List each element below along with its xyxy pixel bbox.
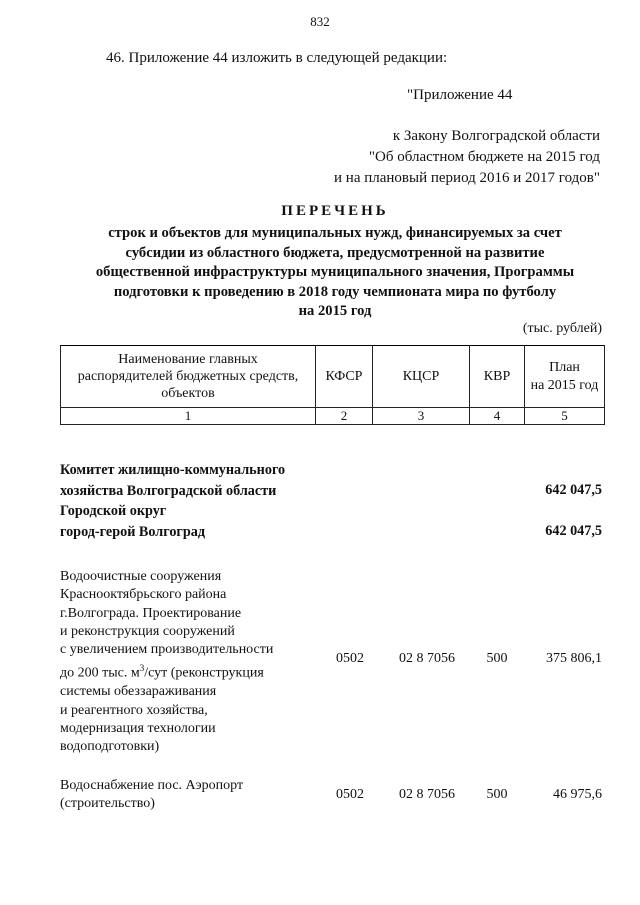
law-reference-line: "Об областном бюджете на 2015 год	[368, 149, 600, 165]
committee-row	[60, 460, 605, 501]
header-name	[61, 346, 316, 408]
title-line: на 2015 год	[298, 303, 372, 319]
item-name-line: г.Волгограда. Проектирование	[60, 605, 242, 621]
title-line: подготовки к проведению в 2018 году чемпионата мира по футболу	[113, 283, 557, 300]
item-name-line: системы обеззараживания	[60, 684, 217, 700]
header-plan	[525, 346, 605, 408]
committee-name-line: Комитет жилищно-коммунального	[60, 462, 286, 478]
district-name	[60, 501, 308, 542]
law-reference	[300, 126, 600, 189]
item-name-line	[60, 659, 308, 683]
header-kcsr: КЦСР	[373, 346, 470, 408]
law-reference-line: и на плановый период 2016 и 2017 годов"	[334, 170, 600, 186]
item-kvr: 500	[486, 787, 508, 802]
column-number: 4	[470, 408, 525, 425]
item-plan: 46 975,6	[553, 787, 602, 802]
table-row	[60, 568, 605, 777]
district-name-line: Городской округ	[60, 503, 167, 519]
unit-superscript: 3	[139, 663, 145, 674]
district-name-line: город-герой Волгоград	[60, 523, 206, 540]
unit-prefix: до 200 тыс. м	[60, 666, 140, 682]
item-kvr: 500	[486, 651, 508, 666]
page-number: 832	[310, 14, 330, 29]
title-line: субсидии из областного бюджета, предусмотренной на развитие	[125, 244, 545, 261]
header-plan-line: План	[549, 359, 580, 375]
item-plan: 375 806,1	[546, 651, 602, 666]
header-name-line: распорядителей бюджетных средств,	[77, 369, 299, 384]
item-name-line: и реконструкция сооружений	[60, 623, 235, 639]
item-name	[60, 568, 308, 757]
item-kfsr: 0502	[336, 787, 364, 802]
column-number-row	[61, 408, 605, 425]
item-name	[60, 777, 308, 814]
header-name-line: Наименование главных	[118, 352, 258, 367]
item-name-line: и реагентного хозяйства,	[60, 702, 208, 718]
column-number: 3	[373, 408, 470, 425]
header-row	[61, 346, 605, 408]
header-name-line: объектов	[161, 386, 215, 401]
title-line: строк и объектов для муниципальных нужд, финансируемых за счет	[108, 225, 562, 241]
item-kfsr: 0502	[336, 651, 364, 666]
item-name-line: Водоснабжение пос. Аэропорт	[60, 778, 244, 793]
table-header	[60, 345, 605, 425]
item-name-line: модернизация технологии	[60, 721, 216, 737]
committee-plan: 642 047,5	[545, 482, 602, 498]
district-plan: 642 047,5	[545, 523, 602, 539]
header-kfsr: КФСР	[316, 346, 373, 408]
column-number: 1	[61, 408, 316, 425]
header-kvr: КВР	[470, 346, 525, 408]
appendix-label: "Приложение 44	[407, 87, 513, 103]
item-kcsr: 02 8 7056	[399, 787, 455, 802]
list-heading: ПЕРЕЧЕНЬ	[281, 203, 389, 219]
table-body	[60, 460, 605, 817]
header-plan-line: на 2015 год	[530, 377, 599, 393]
title-line: общественной инфраструктуры муниципального значения, Программы	[95, 264, 575, 280]
amendment-line: 46. Приложение 44 изложить в следующей редакции:	[106, 50, 448, 66]
district-row	[60, 501, 605, 568]
table-row	[60, 777, 605, 817]
document-title	[60, 224, 610, 322]
units-label: (тыс. рублей)	[522, 321, 602, 336]
law-reference-line: к Закону Волгоградской области	[392, 128, 600, 144]
item-name-line: Водоочистные сооружения	[60, 569, 222, 584]
item-kcsr: 02 8 7056	[399, 651, 455, 666]
item-name-line: Краснооктябрьского района	[60, 587, 227, 603]
column-number: 2	[316, 408, 373, 425]
committee-name	[60, 460, 308, 501]
column-number: 5	[525, 408, 605, 425]
item-name-line: (строительство)	[60, 796, 155, 812]
item-name-line: с увеличением производительности	[60, 642, 274, 658]
unit-suffix: /сут (реконструкция	[144, 666, 264, 682]
item-name-line: водоподготовки)	[60, 739, 160, 755]
committee-name-line: хозяйства Волгоградской области	[60, 482, 277, 499]
